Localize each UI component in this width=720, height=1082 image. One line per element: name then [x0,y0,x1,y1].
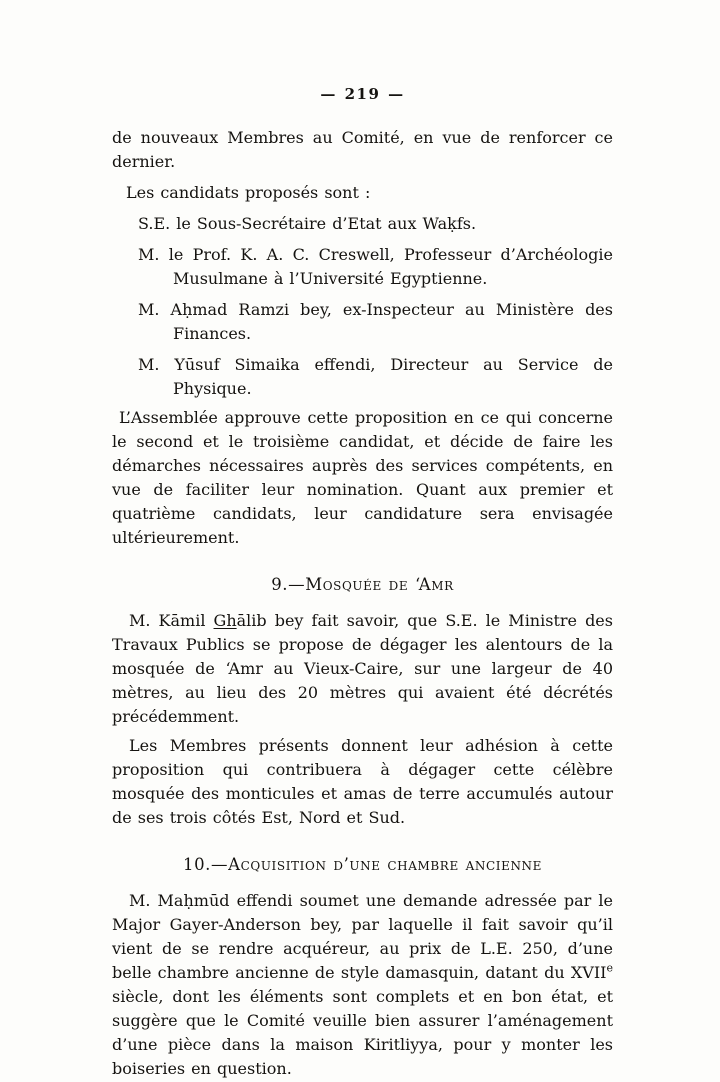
candidate-item: M. Yūsuf Simaika effendi, Directeur au Service de Physique. [138,355,613,398]
candidate-item: M. Aḥmad Ramzi bey, ex-Inspecteur au Ministère des Finances. [138,300,613,343]
text-run: M. Maḥmūd effendi soumet une demande adressée par le Major Gayer-Anderson bey, par laquelle il fait savoir qu’il vient de se rendre acquéreur, au prix de L.E. 250, d’une belle chambre ancienne de style damasquin, datant du XVII [112,891,613,982]
page-content [112,82,613,1081]
candidate-item: M. le Prof. K. A. C. Creswell, Professeur d’Archéologie Musulmane à l’Université Egyptienne. [138,245,613,288]
superscript-e: e [606,961,613,975]
section-heading-10: 10.—Acquisition d’une chambre ancienne [182,855,543,874]
section9-paragraph-2: Les Membres présents donnent leur adhésion à cette proposition qui contribuera à dégager cette célèbre mosquée des monticules et amas de terre accumulés autour de ses trois côtés Est, Nord et Sud. [112,736,613,827]
text-run: M. Kāmil [129,611,214,630]
underlined-transliteration-gh: Gh [213,611,237,630]
section10-paragraph-1 [112,889,613,1081]
candidates-intro: Les candidats proposés sont : [126,183,371,202]
page-number: — 219 — [320,85,405,103]
section-heading-9: 9.—Mosquée de ‘Amr [271,575,454,594]
text-run: ālib bey fait savoir, que S.E. le Ministre des Travaux Publics se propose de dégager les alentours de la mosquée de ‘Amr au Vieux-Caire, sur une largeur de 40 mètres, au lieu des 20 mètres qui avaient été décrétés précédemment. [112,611,613,726]
candidate-item: S.E. le Sous-Secrétaire d’Etat aux Waḳfs. [138,214,477,233]
text-run: siècle, dont les éléments sont complets et en bon état, et suggère que le Comité veuille bien assurer l’aménagement d’une pièce dans la maison Kiritliyya, pour y monter les boiseries en question. [112,987,613,1078]
paragraph-continuation: de nouveaux Membres au Comité, en vue de renforcer ce dernier. [112,128,613,171]
resolution-paragraph: L’Assemblée approuve cette proposition en ce qui concerne le second et le troisième candidat, et décide de faire les démarches nécessaires auprès des services compétents, en vue de faciliter leur nomination. Quant aux premier et quatrième candidats, leur candidature sera envisagée ultérieurement. [112,408,613,547]
section9-paragraph-1 [112,609,613,729]
